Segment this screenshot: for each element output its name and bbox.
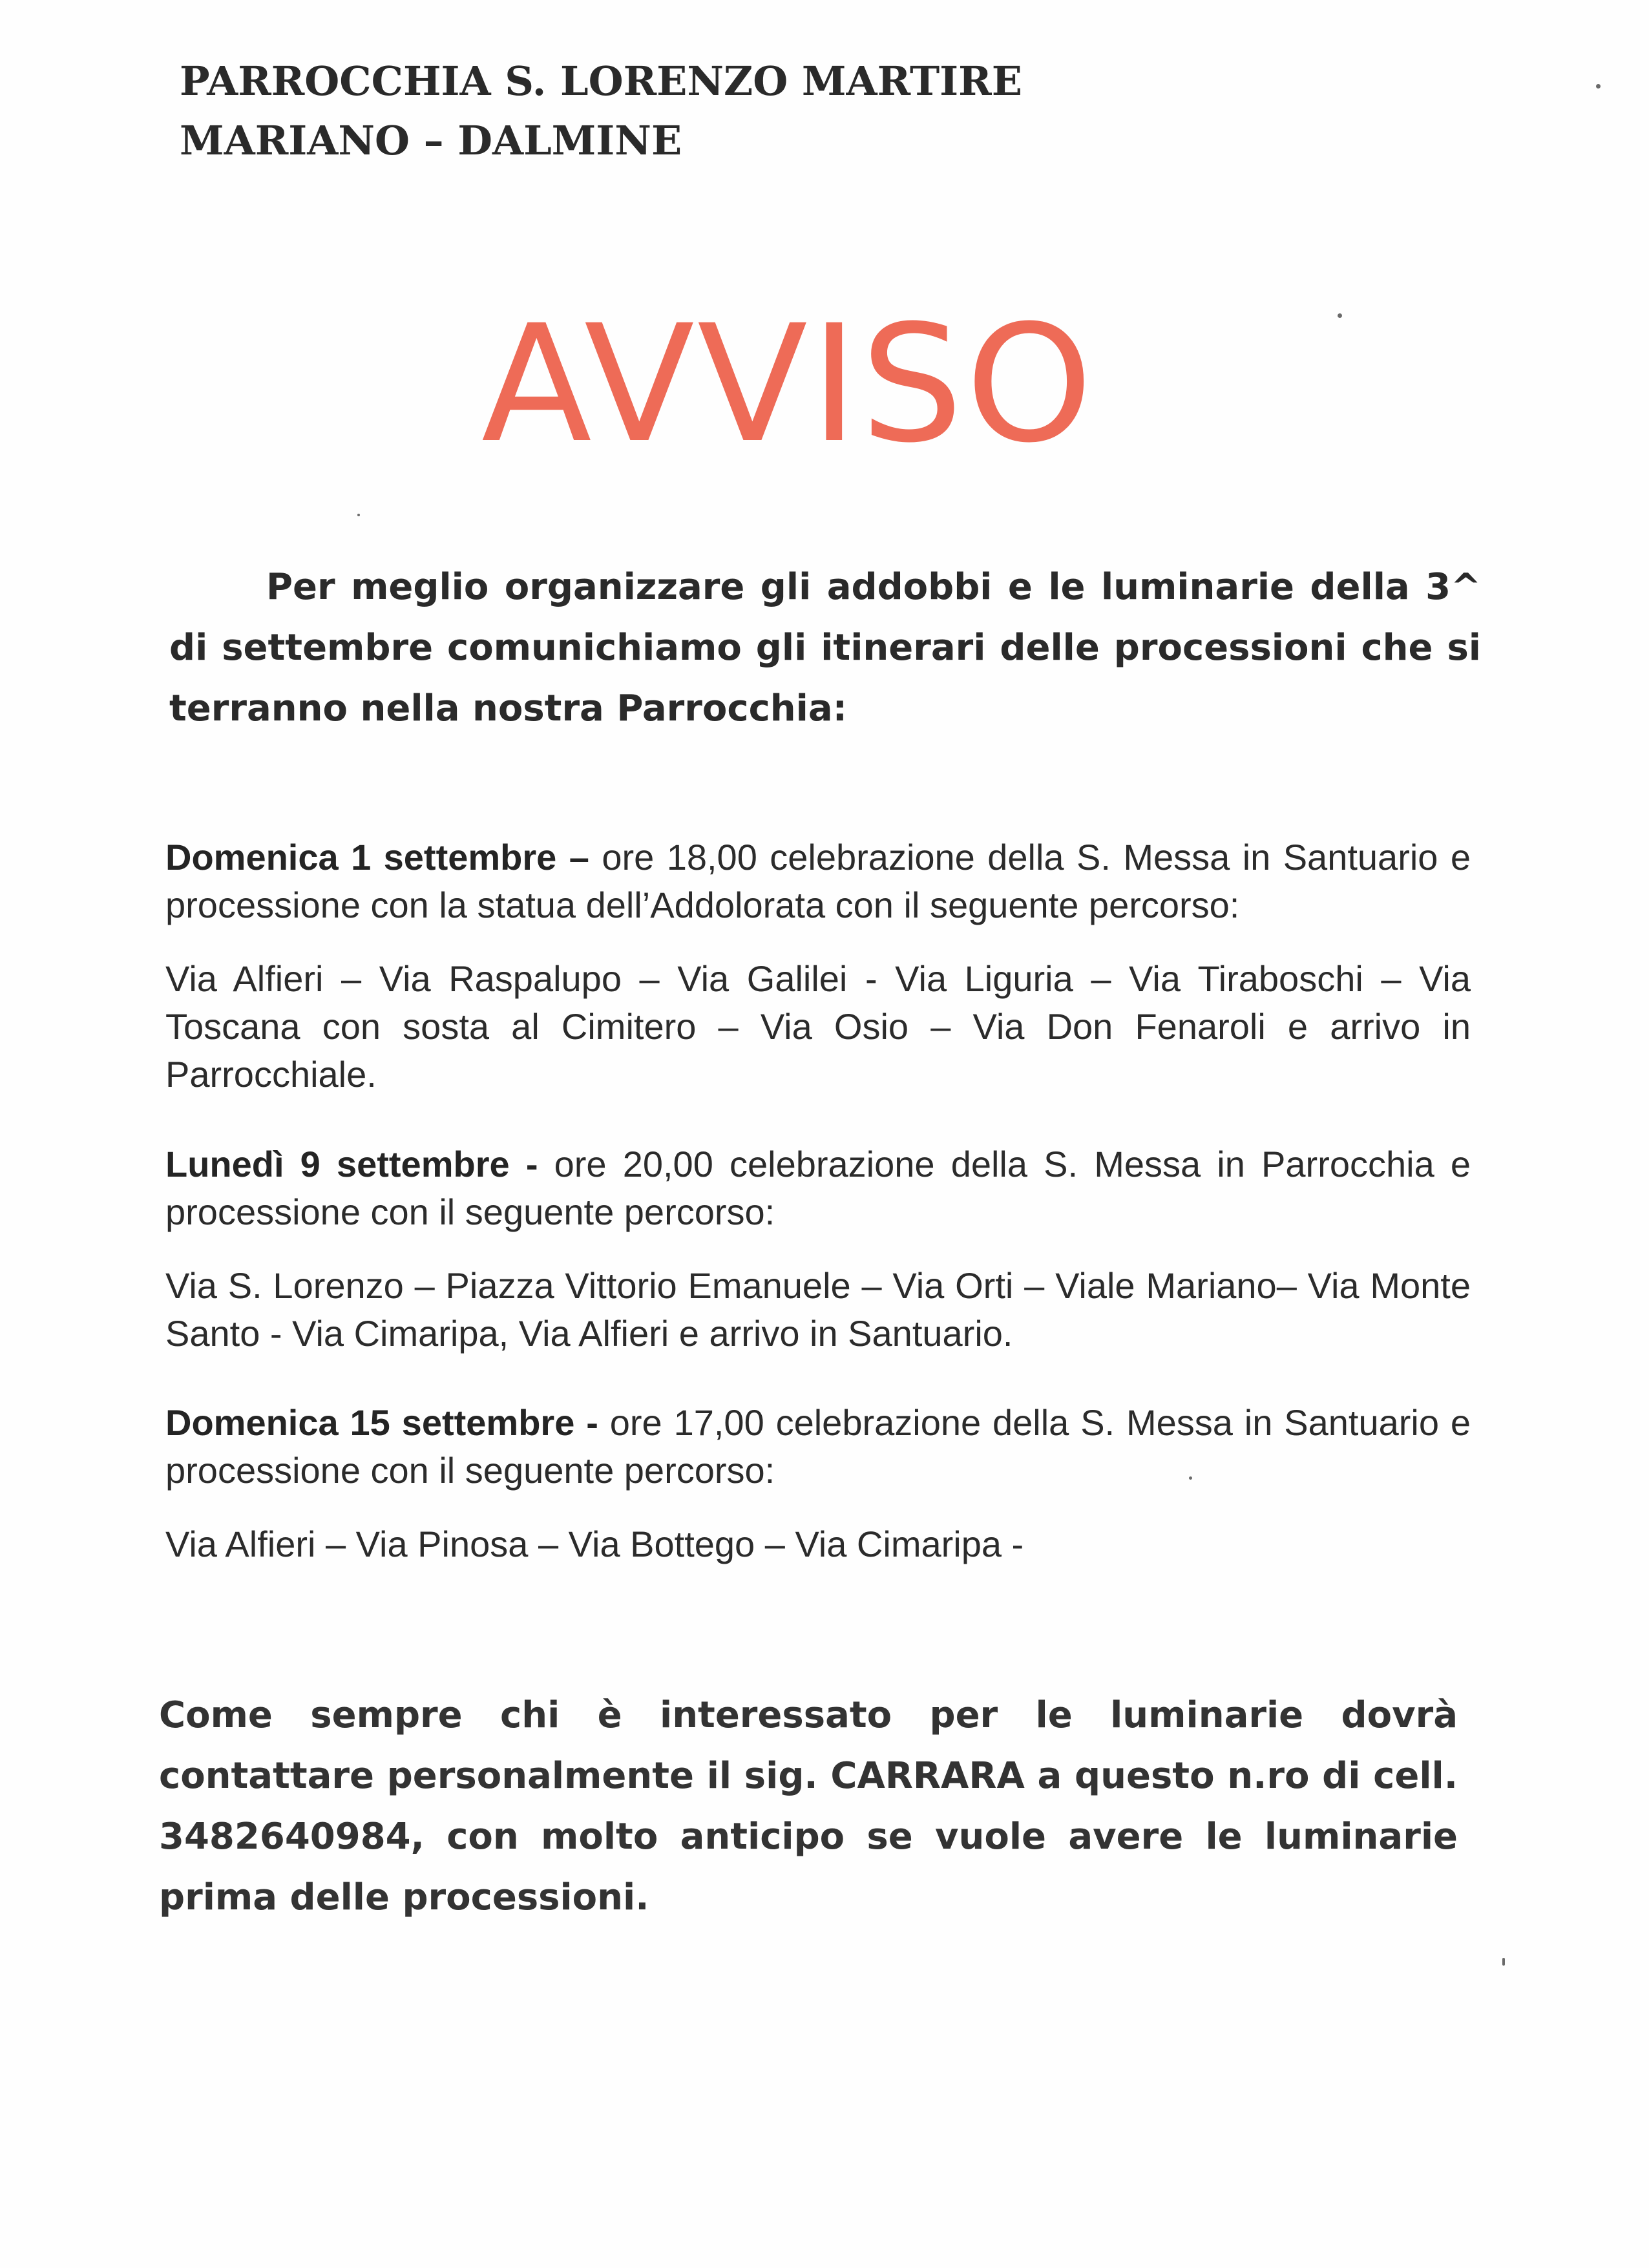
contact-paragraph: Come sempre chi è interessato per le luminarie dovrà contattare personalmente il sig. CARRARA a questo n.ro di cell. 3482640984, con molto anticipo se vuole avere le luminarie prima delle processioni.	[159, 1694, 1458, 1918]
procession-1-description: ore 18,00 celebrazione della S. Messa in Santuario e processione con la statua dell’Addolorata con il seguente percorso:	[165, 837, 1471, 925]
procession-2-date: Lunedì 9 settembre	[165, 1144, 510, 1184]
procession-2-route: Via S. Lorenzo – Piazza Vittorio Emanuele – Via Orti – Viale Mariano– Via Monte Santo - Via Cimaripa, Via Alfieri e arrivo in Santuario.	[165, 1265, 1471, 1354]
parish-location: MARIANO – DALMINE	[180, 117, 682, 164]
intro-paragraph	[169, 557, 1481, 739]
procession-3-description: ore 17,00 celebrazione della S. Messa in Santuario e processione con il seguente percorso:	[165, 1402, 1471, 1491]
scan-speck	[1189, 1476, 1192, 1480]
intro-text: Per meglio organizzare gli addobbi e le luminarie della 3^ di settembre comunichiamo gli itinerari delle processioni che si terranno nella nostra Parrocchia:	[169, 566, 1481, 730]
procession-3-date: Domenica 15 settembre	[165, 1402, 575, 1443]
procession-1-date: Domenica 1 settembre	[165, 837, 557, 877]
procession-1	[165, 834, 1471, 1098]
procession-2-description: ore 20,00 celebrazione della S. Messa in Parrocchia e processione con il seguente percorso:	[165, 1144, 1471, 1232]
procession-3-heading	[165, 1399, 1471, 1495]
procession-3-separator: -	[586, 1402, 598, 1443]
scan-speck	[357, 514, 360, 516]
parish-name: PARROCCHIA S. LORENZO MARTIRE	[180, 58, 1022, 105]
scan-speck	[1596, 84, 1601, 89]
scan-speck	[1502, 1958, 1505, 1966]
procession-3-route: Via Alfieri – Via Pinosa – Via Bottego – Via Cimaripa -	[165, 1524, 1024, 1564]
procession-3	[165, 1399, 1471, 1568]
procession-1-heading	[165, 834, 1471, 929]
parish-header	[180, 52, 1022, 171]
scan-speck	[1338, 313, 1342, 318]
procession-1-separator: –	[569, 837, 589, 877]
procession-1-route: Via Alfieri – Via Raspalupo – Via Galilei - Via Liguria – Via Tiraboschi – Via Toscana con sosta al Cimitero – Via Osio – Via Don Fenaroli e arrivo in Parrocchiale.	[165, 958, 1471, 1095]
procession-2-heading	[165, 1140, 1471, 1236]
notice-title: AVVISO	[481, 290, 1096, 478]
procession-2-separator: -	[525, 1144, 538, 1184]
procession-2	[165, 1140, 1471, 1358]
